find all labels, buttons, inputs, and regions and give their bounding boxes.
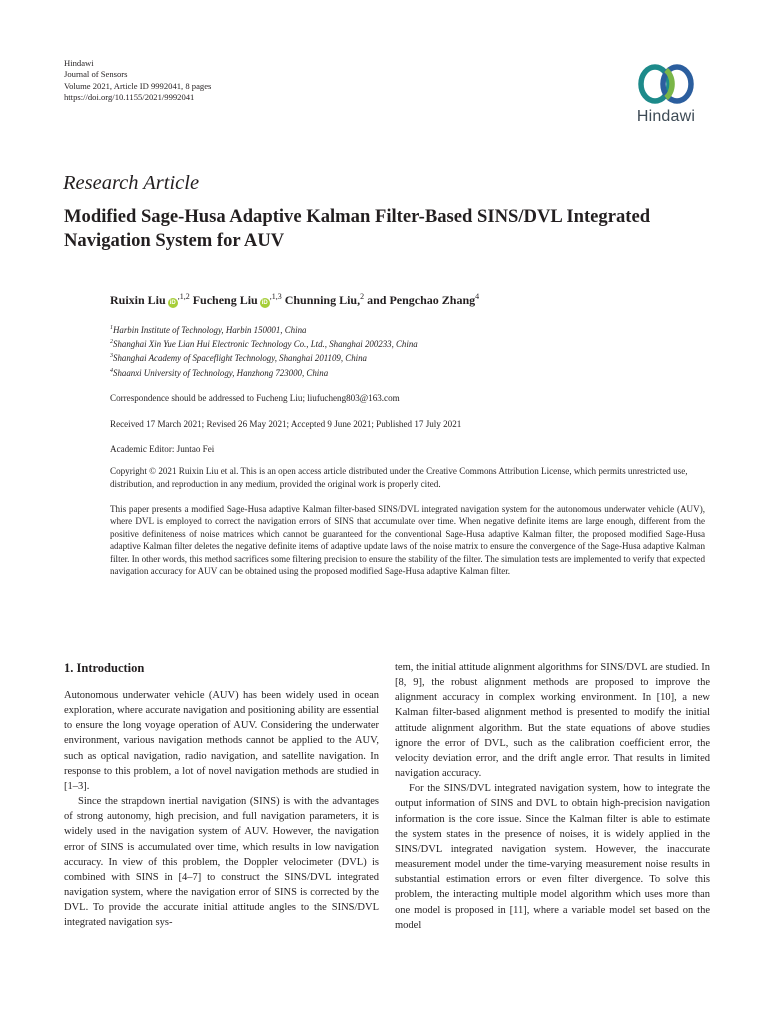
body-right-column (395, 660, 710, 933)
author-name[interactable]: Chunning Liu, (284, 293, 361, 307)
author-affil-ref: ,1,2 (177, 292, 190, 301)
section-heading: 1. Introduction (64, 661, 145, 675)
affiliation-item: $^4$Shaanxi University of Technology, Hanzhong 723000, China (110, 367, 329, 378)
journal-name: Journal of Sensors (64, 69, 128, 80)
author-name[interactable]: Fucheng Liu (192, 293, 258, 307)
author-name[interactable]: and Pengchao Zhang (367, 293, 476, 307)
hindawi-rings-icon (635, 62, 697, 106)
affiliation-item: $^2$Shanghai Xin Yue Lian Hui Electronic Technology Co., Ltd., Shanghai 200233, China (110, 339, 418, 350)
body-left-column (64, 660, 379, 931)
paragraph: tem, the initial attitude alignment algorithms for SINS/DVL are studied. In [8, 9], the robust alignment methods are proposed to improve the alignment accuracy in complex working environment. In [10], a new Kalman filter-based alignment method is presented to modify the initial attitude alignment algorithm. But the state equations of above studies ignore the error of DVL, such as the calibration coefficient error, the velocity deviation error, and the drift angle error. That results in limited navigation accuracy. (395, 662, 710, 780)
affiliation-item: $^1$Harbin Institute of Technology, Harbin 150001, China (110, 325, 307, 335)
author-affil-ref: 4 (475, 292, 480, 301)
logo-wordmark: Hindawi (636, 108, 696, 125)
affiliations (110, 322, 418, 379)
author-affil-ref: ,1,3 (269, 292, 282, 301)
journal-meta (64, 58, 211, 104)
hindawi-logo[interactable] (622, 62, 710, 126)
abstract: This paper presents a modified Sage-Husa adaptive Kalman filter-based SINS/DVL integrated navigation system for the autonomous underwater vehicle (AUV), where DVL is employed to correct the navigation errors of SINS that accumulate over time. When negative definite items are large enough, different from the positive definiteness of noise matrices which cannot be guaranteed for the conventional Sage-Husa adaptive Kalman filter, the proposed modified Sage-Husa adaptive Kalman filter deletes the negative definite items of adaptive update laws of the noise matrix to ensure the convergence of the Sage-Husa adaptive Kalman filter. In other words, this method sacrifices some filtering precision to ensure the stability of the filter. The simulation tests are implemented to verify that expected navigation accuracy for AUV can be obtained using the proposed modified Sage-Husa adaptive Kalman filter. (110, 504, 705, 577)
orcid-icon[interactable]: iD (169, 300, 176, 306)
article-title: Modified Sage-Husa Adaptive Kalman Filter-Based SINS/DVL Integrated Navigation System for AUV (64, 206, 651, 251)
doi-link[interactable]: https://doi.org/10.1155/2021/9992041 (64, 92, 195, 103)
orcid-icon[interactable]: iD (261, 300, 268, 306)
paragraph: Since the strapdown inertial navigation (SINS) is with the advantages of strong autonomy, high precision, and full navigation parameters, it is widely used in the navigation system of AUV. However, the navigation error of SINS is accumulated over time, which results in low navigation accuracy. In view of this problem, the Doppler velocimeter (DVL) is combined with SINS in [4–7] to construct the SINS/DVL integrated navigation system, where the navigation error of SINS is corrected by the DVL. To provide the accurate initial attitude angles to the SINS/DVL integrated navigation sys- (64, 796, 379, 929)
author-name[interactable]: Ruixin Liu (110, 293, 166, 307)
copyright-notice: Copyright © 2021 Ruixin Liu et al. This is an open access article distributed under the Creative Commons Attribution License, which permits unrestricted use, distribution, and reproduction in any medium, provided the original work is properly cited. (110, 466, 688, 489)
author-list (110, 292, 479, 308)
publisher-name: Hindawi (64, 58, 94, 68)
volume-line: Volume 2021, Article ID 9992041, 8 pages (64, 80, 212, 91)
affiliation-item: $^3$Shanghai Academy of Spaceflight Technology, Shanghai 201109, China (110, 353, 367, 364)
paragraph: For the SINS/DVL integrated navigation system, how to integrate the output information of SINS and DVL to obtain high-precision navigation information is the core issue. Since the Kalman filter is able to estimate the system states in the presence of noises, it is widely applied in the SINS/DVL integrated navigation system. However, the inaccurate measurement model under the time-varying measurement noise results in substantial estimation errors or even filter divergence. To solve this problem, the interacting multiple model algorithm which uses more than one model is proposed in [11], where a variable model set based on the model (395, 783, 710, 931)
academic-editor: Academic Editor: Juntao Fei (110, 444, 215, 454)
article-type: Research Article (63, 172, 200, 194)
author-affil-ref: 2 (360, 292, 365, 301)
correspondence: Correspondence should be addressed to Fucheng Liu; liufucheng803@163.com (110, 393, 400, 403)
paragraph: Autonomous underwater vehicle (AUV) has been widely used in ocean exploration, where accurate navigation and positioning ability are essential to ensure the long voyage operation of AUV. Considering the underwater environment, various navigation methods cannot be applied to the AUV, such as optical navigation, radio navigation, and satellite navigation. In response to this problem, a lot of novel navigation methods are studied in [1–3]. (64, 690, 379, 792)
publication-dates: Received 17 March 2021; Revised 26 May 2021; Accepted 9 June 2021; Published 17 July 2021 (110, 419, 462, 429)
